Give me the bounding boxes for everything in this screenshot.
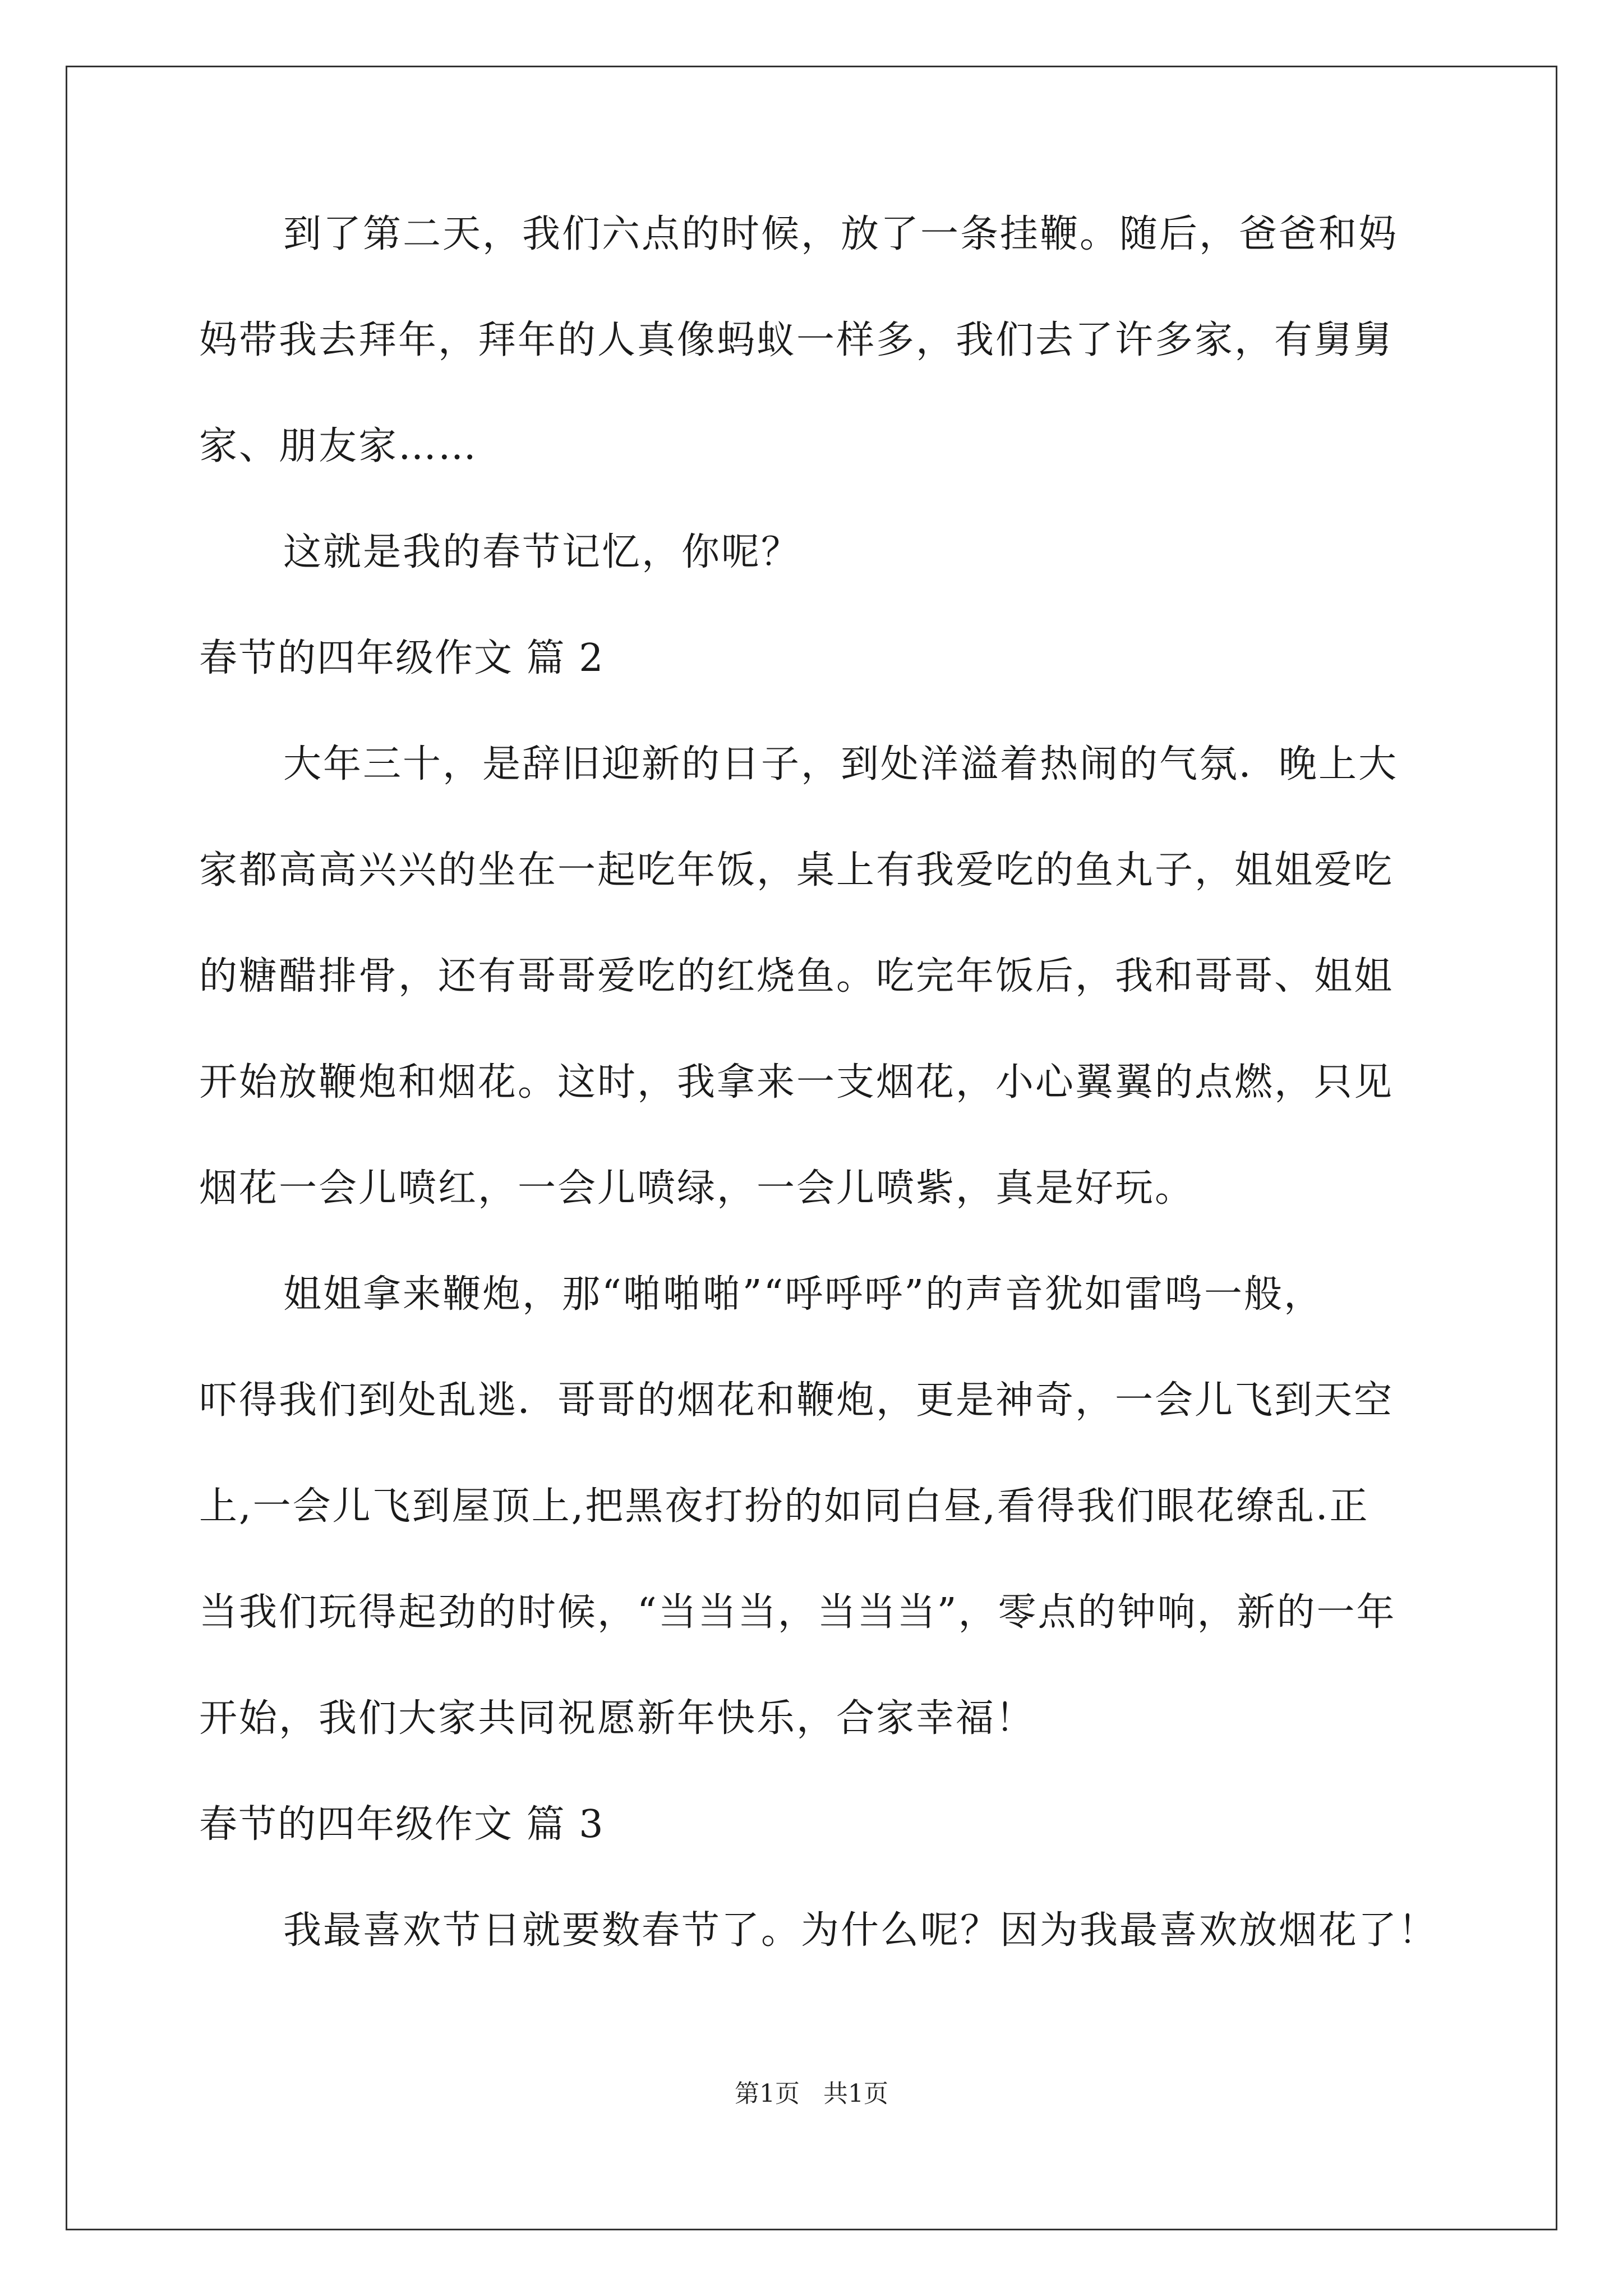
text-line: 姐姐拿来鞭炮，那“啪啪啪”“呼呼呼”的声音犹如雷鸣一般， [283,1272,1324,1317]
document-body [199,208,1478,2010]
text-line: 大年三十，是辞旧迎新的日子，到处洋溢着热闹的气氛．晚上大 [283,742,1399,786]
section-heading: 春节的四年级作文 篇 3 [199,1802,605,1847]
text-line: 家、朋友家…… [199,424,478,468]
text-line: 吓得我们到处乱逃．哥哥的烟花和鞭炮，更是神奇，一会儿飞到天空 [199,1378,1394,1423]
text-line: 上,一会儿飞到屋顶上,把黑夜打扮的如同白昼,看得我们眼花缭乱.正 [199,1484,1370,1529]
text-line: 开始放鞭炮和烟花。这时，我拿来一支烟花，小心翼翼的点燃，只见 [199,1060,1394,1105]
page-number-total: 共1页 [823,2079,888,2108]
text-line: 妈带我去拜年，拜年的人真像蚂蚁一样多，我们去了许多家，有舅舅 [199,318,1394,362]
page-footer [0,2078,1623,2110]
text-line: 当我们玩得起劲的时候，“当当当，当当当”，零点的钟响，新的一年 [199,1590,1396,1635]
text-line: 的糖醋排骨，还有哥哥爱吃的红烧鱼。吃完年饭后，我和哥哥、姐姐 [199,954,1394,999]
page-number-current: 第1页 [735,2079,800,2108]
section-heading: 春节的四年级作文 篇 2 [199,636,605,680]
text-line: 家都高高兴兴的坐在一起吃年饭，桌上有我爱吃的鱼丸子，姐姐爱吃 [199,848,1394,892]
text-line: 这就是我的春节记忆，你呢？ [283,530,801,574]
text-line: 到了第二天，我们六点的时候，放了一条挂鞭。随后，爸爸和妈 [283,212,1399,256]
text-line: 我最喜欢节日就要数春节了。为什么呢？因为我最喜欢放烟花了！ [283,1908,1438,1953]
text-line: 烟花一会儿喷红，一会儿喷绿，一会儿喷紫，真是好玩。 [199,1166,1195,1211]
text-line: 开始，我们大家共同祝愿新年快乐，合家幸福！ [199,1696,1036,1741]
